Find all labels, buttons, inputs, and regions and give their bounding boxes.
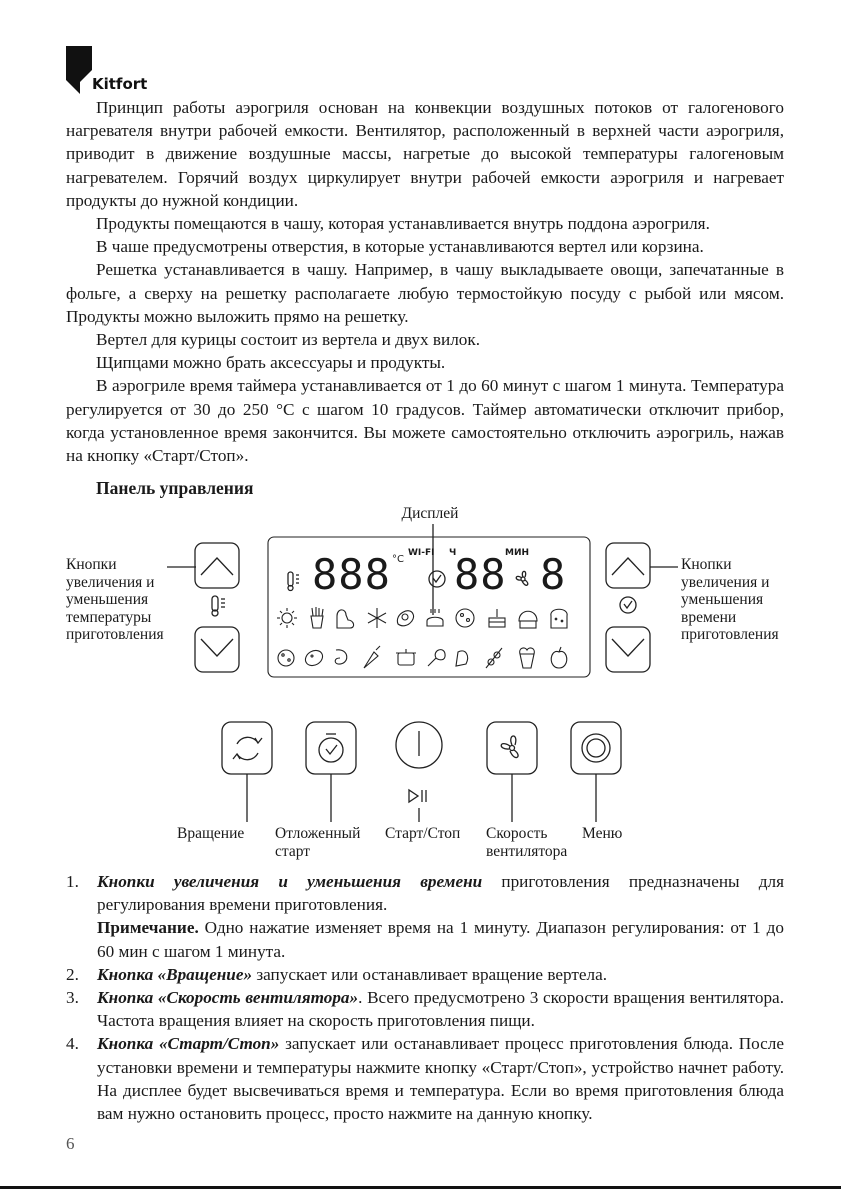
cookie-icon [278, 650, 294, 666]
time-buttons [606, 543, 678, 672]
program-icons-row-1 [277, 607, 567, 628]
fan-speed-label: Скорость вентилятора [486, 825, 568, 860]
display-hours: Ч [449, 548, 457, 558]
skewer-icon [486, 648, 502, 668]
grill-icon [456, 609, 474, 627]
menu-icon [582, 734, 610, 762]
delayed-start-icon [319, 734, 343, 762]
list-item-text: запускает или останавливает процесс приготовления блюда. После установки времени и температуры нажмите кнопку «Старт/Стоп», устройство начнет работу. На дисплее будет высвечиваться время и температура. Если во время приготовления блюда вам нужно остановить процесс, просто нажмите на данную кнопку. [97, 1034, 784, 1124]
display-minutes: МИН [505, 548, 530, 558]
display-clock-icon [429, 571, 445, 587]
carrot-icon [364, 646, 380, 668]
kitfort-logo [66, 46, 186, 96]
potato-icon [303, 647, 326, 668]
page-number: 6 [66, 1134, 75, 1153]
temperature-buttons-label: Кнопки увеличения и уменьшения температуры приготовления [66, 556, 164, 643]
display-celsius: °C [392, 554, 404, 565]
display-fan-icon [516, 571, 528, 585]
drumstick-icon [428, 650, 445, 666]
chevron-up-icon [612, 558, 644, 575]
shrimp-icon [335, 650, 347, 664]
display-time: 88 [454, 550, 507, 599]
display-temperature: 888 [312, 550, 391, 599]
pizza-icon [427, 609, 443, 626]
fish-icon [456, 651, 468, 666]
paragraph: Продукты помещаются в чашу, которая устанавливается внутрь поддона аэрогриля. [96, 214, 710, 234]
display-thermometer-icon [288, 572, 299, 591]
menu-label: Меню [582, 825, 623, 842]
list-item-text: приготовления предназначены для регулирования времени приготовления. [97, 872, 785, 915]
time-down-button[interactable] [606, 627, 650, 672]
paragraph: Вертел для курицы состоит из вертела и двух вилок. [96, 330, 481, 350]
temp-up-button[interactable] [195, 543, 239, 588]
time-buttons-label: Кнопки увеличения и уменьшения времени приготовления [681, 556, 779, 643]
thermometer-icon [212, 596, 225, 616]
fan-speed-button[interactable] [487, 722, 537, 774]
rotation-button[interactable] [222, 722, 272, 774]
brand-name: Kitfort [92, 75, 148, 93]
note-text: Одно нажатие изменяет время на 1 минуту. Диапазон регулирования: от 1 до 60 мин с шагом 1 минута. [97, 918, 784, 961]
display-wifi: WI-FI [408, 548, 435, 558]
fries-icon [311, 607, 323, 628]
list-item-text: . Всего предусмотрено 3 скорости вращения вентилятора. Частота вращения влияет на скорость приготовления пищи. [97, 988, 784, 1031]
rotation-label: Вращение [177, 825, 245, 842]
display-fan-speed: 8 [540, 550, 566, 599]
time-up-button[interactable] [606, 543, 650, 588]
section-title: Панель управления [96, 478, 254, 498]
instructions-list [66, 870, 784, 1125]
list-item [66, 963, 784, 986]
steak-icon [397, 611, 413, 626]
start-stop-label: Старт/Стоп [385, 825, 461, 842]
display-label: Дисплей [401, 505, 459, 522]
bottom-buttons [222, 722, 621, 822]
list-number: 1. [66, 872, 79, 891]
intro-text [66, 96, 784, 467]
paragraph: Решетка устанавливается в чашу. Например, в чашу выкладываете овощи, запечатанные в фольге, а сверху на решетку располагаете любую термостойкую посуду с рыбой или мясом. Продукты можно выложить прямо на решетку. [66, 260, 784, 326]
list-number: 3. [66, 988, 79, 1008]
chevron-down-icon [612, 639, 644, 656]
cake-icon [489, 609, 505, 627]
list-item-title: Кнопка «Вращение» [97, 964, 253, 984]
temp-down-button[interactable] [195, 627, 239, 672]
play-pause-icon [409, 790, 426, 802]
list-item-title: Кнопка «Скорость вентилятора» [97, 988, 359, 1008]
list-number: 2. [66, 964, 79, 984]
note-label: Примечание. [97, 918, 199, 938]
list-item-text: запускает или останавливает вращение вертела. [252, 964, 608, 984]
muffin-icon [519, 611, 537, 628]
paragraph: Принцип работы аэрогриля основан на конвекции воздушных потоков от галогенового нагревателя внутри рабочей емкости. Вентилятор, расположенный в верхней части аэрогриля, приводит в движение воздушные массы, нагретые до высокой температуры галогеновым нагревателем. Горячий воздух циркулирует внутри рабочей емкости аэрогриля и нагревает продукты до нужной кондиции. [66, 98, 784, 210]
chevron-down-icon [201, 639, 233, 656]
clock-icon [620, 597, 636, 613]
list-item [66, 870, 784, 963]
chevron-up-icon [201, 558, 233, 575]
paragraph: В аэрогриле время таймера устанавливается от 1 до 60 минут с шагом 1 минута. Температура регулируется от 30 до 250 °С с шагом 10 градусов. Таймер автоматически отключит прибор, когда установленное время закончится. Вы можете самостоятельно отключить аэрогриль, нажав на кнопку «Старт/Стоп». [66, 376, 784, 466]
chicken-icon [337, 610, 354, 628]
list-number: 4. [66, 1034, 79, 1054]
program-icons-row-2 [278, 646, 567, 669]
delayed-start-label: Отложенный старт [275, 825, 361, 860]
list-item-title: Кнопки увеличения и уменьшения времени [97, 872, 483, 891]
list-item [66, 1032, 784, 1125]
paragraph: Щипцами можно брать аксессуары и продукты. [96, 353, 446, 373]
frozen-icon [368, 608, 386, 628]
delayed-start-button[interactable] [306, 722, 356, 774]
list-item-title: Кнопка «Старт/Стоп» [97, 1034, 280, 1054]
list-item [66, 986, 784, 1032]
apple-icon [551, 647, 567, 668]
fan-icon [501, 736, 518, 758]
sun-icon [277, 608, 297, 628]
rotation-icon [233, 737, 262, 759]
popcorn-icon [520, 648, 535, 668]
paragraph: В чаше предусмотрены отверстия, в которые устанавливаются вертел или корзина. [96, 237, 704, 257]
pot-icon [396, 649, 416, 665]
bread-icon [551, 609, 567, 628]
menu-button[interactable] [571, 722, 621, 774]
